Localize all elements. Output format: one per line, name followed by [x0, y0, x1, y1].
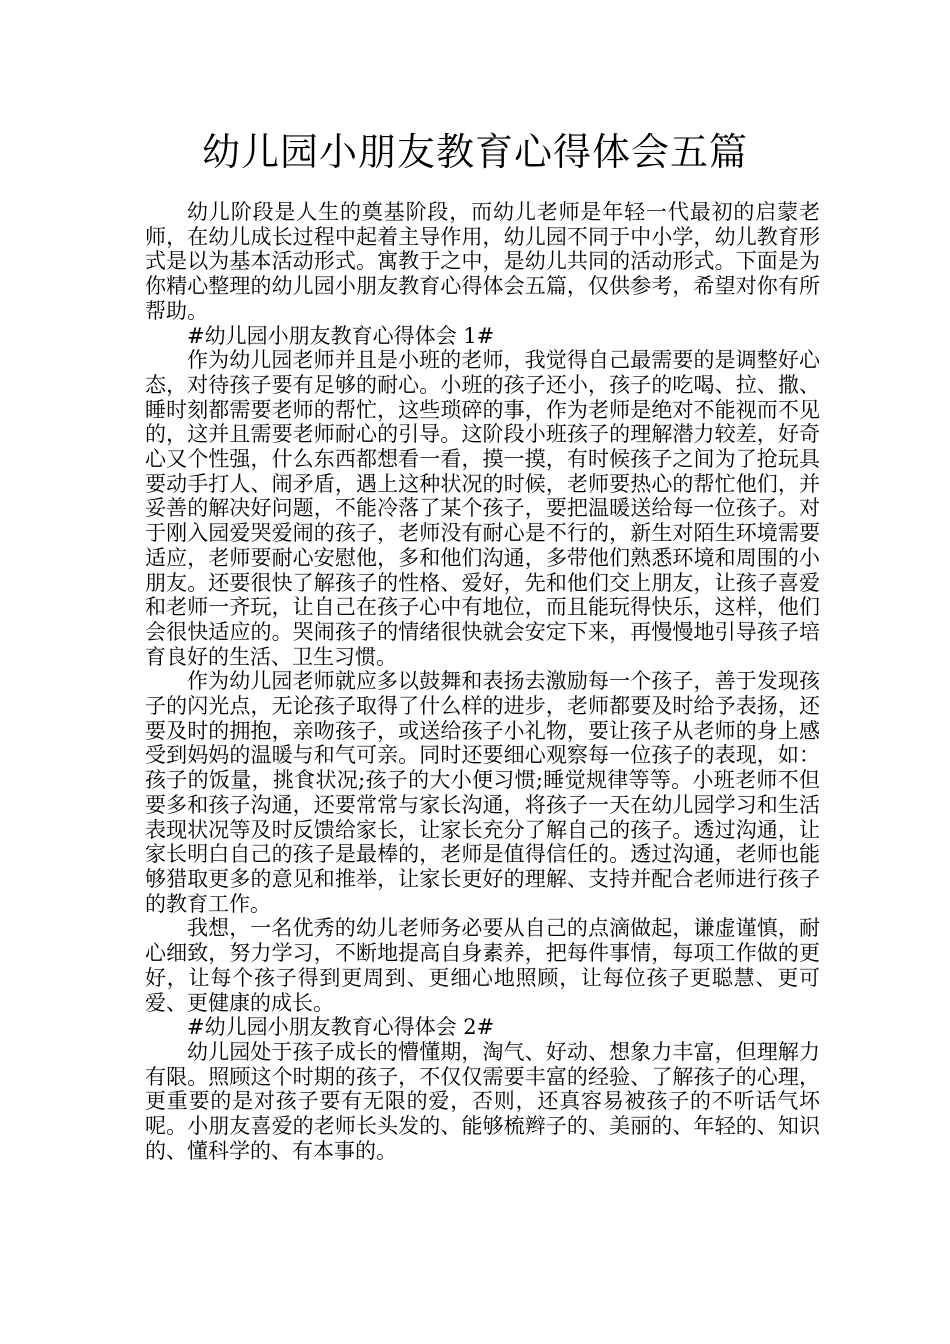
section-1-paragraph-3: 我想，一名优秀的幼儿老师务必要从自己的点滴做起，谦虚谨慎，耐心细致，努力学习，不断地提高自身素养，把每件事情，每项工作做的更好，让每个孩子得到更周到、更细心地照顾，让每位孩子更聪慧、更可爱、更健康的成长。 [145, 916, 820, 1015]
section-1-paragraph-2: 作为幼儿园老师就应多以鼓舞和表扬去激励每一个孩子，善于发现孩子的闪光点，无论孩子取得了什么样的进步，老师都要及时给予表扬，还要及时的拥抱，亲吻孩子，或送给孩子小礼物，要让孩子从老师的身上感受到妈妈的温暖与和气可亲。同时还要细心观察每一位孩子的表现，如：孩子的饭量，挑食状况;孩子的大小便习惯;睡觉规律等等。小班老师不但要多和孩子沟通，还要常常与家长沟通，将孩子一天在幼儿园学习和生活表现状况等及时反馈给家长，让家长充分了解自己的孩子。透过沟通，让家长明白自己的孩子是最棒的，老师是值得信任的。透过沟通，老师也能够猎取更多的意见和推举，让家长更好的理解、支持并配合老师进行孩子的教育工作。 [145, 669, 820, 916]
section-1-paragraph-1: 作为幼儿园老师并且是小班的老师，我觉得自己最需要的是调整好心态，对待孩子要有足够的耐心。小班的孩子还小，孩子的吃喝、拉、撒、睡时刻都需要老师的帮忙，这些琐碎的事，作为老师是绝对不能视而不见的，这并且需要老师耐心的引导。这阶段小班孩子的理解潜力较差，好奇心又个性强，什么东西都想看一看，摸一摸，有时候孩子之间为了抢玩具要动手打人、闹矛盾，遇上这种状况的时候，老师要热心的帮忙他们，并妥善的解决好问题，不能冷落了某个孩子，要把温暖送给每一位孩子。对于刚入园爱哭爱闹的孩子，老师没有耐心是不行的，新生对陌生环境需要适应，老师要耐心安慰他，多和他们沟通，多带他们熟悉环境和周围的小朋友。还要很快了解孩子的性格、爱好，先和他们交上朋友，让孩子喜爱和老师一齐玩，让自己在孩子心中有地位，而且能玩得快乐，这样，他们会很快适应的。哭闹孩子的情绪很快就会安定下来，再慢慢地引导孩子培育良好的生活、卫生习惯。 [145, 348, 820, 669]
intro-paragraph: 幼儿阶段是人生的奠基阶段，而幼儿老师是年轻一代最初的启蒙老师，在幼儿成长过程中起着主导作用，幼儿园不同于中小学，幼儿教育形式是以为基本活动形式。寓教于之中，是幼儿共同的活动形式。下面是为你精心整理的幼儿园小朋友教育心得体会五篇，仅供参考，希望对你有所帮助。 [145, 200, 820, 323]
section-1-heading: #幼儿园小朋友教育心得体会 1# [187, 323, 495, 348]
document-body [145, 200, 820, 1163]
section-2-paragraph-1: 幼儿园处于孩子成长的懵懂期，淘气、好动、想象力丰富，但理解力有限。照顾这个时期的孩子，不仅仅需要丰富的经验、了解孩子的心理，更重要的是对孩子要有无限的爱，否则，还真容易被孩子的不听话气坏呢。小朋友喜爱的老师长头发的、能够梳辫子的、美丽的、年轻的、知识的、懂科学的、有本事的。 [145, 1039, 820, 1163]
section-2-heading: #幼儿园小朋友教育心得体会 2# [187, 1015, 495, 1040]
document-title: 幼儿园小朋友教育心得体会五篇 [201, 130, 748, 174]
